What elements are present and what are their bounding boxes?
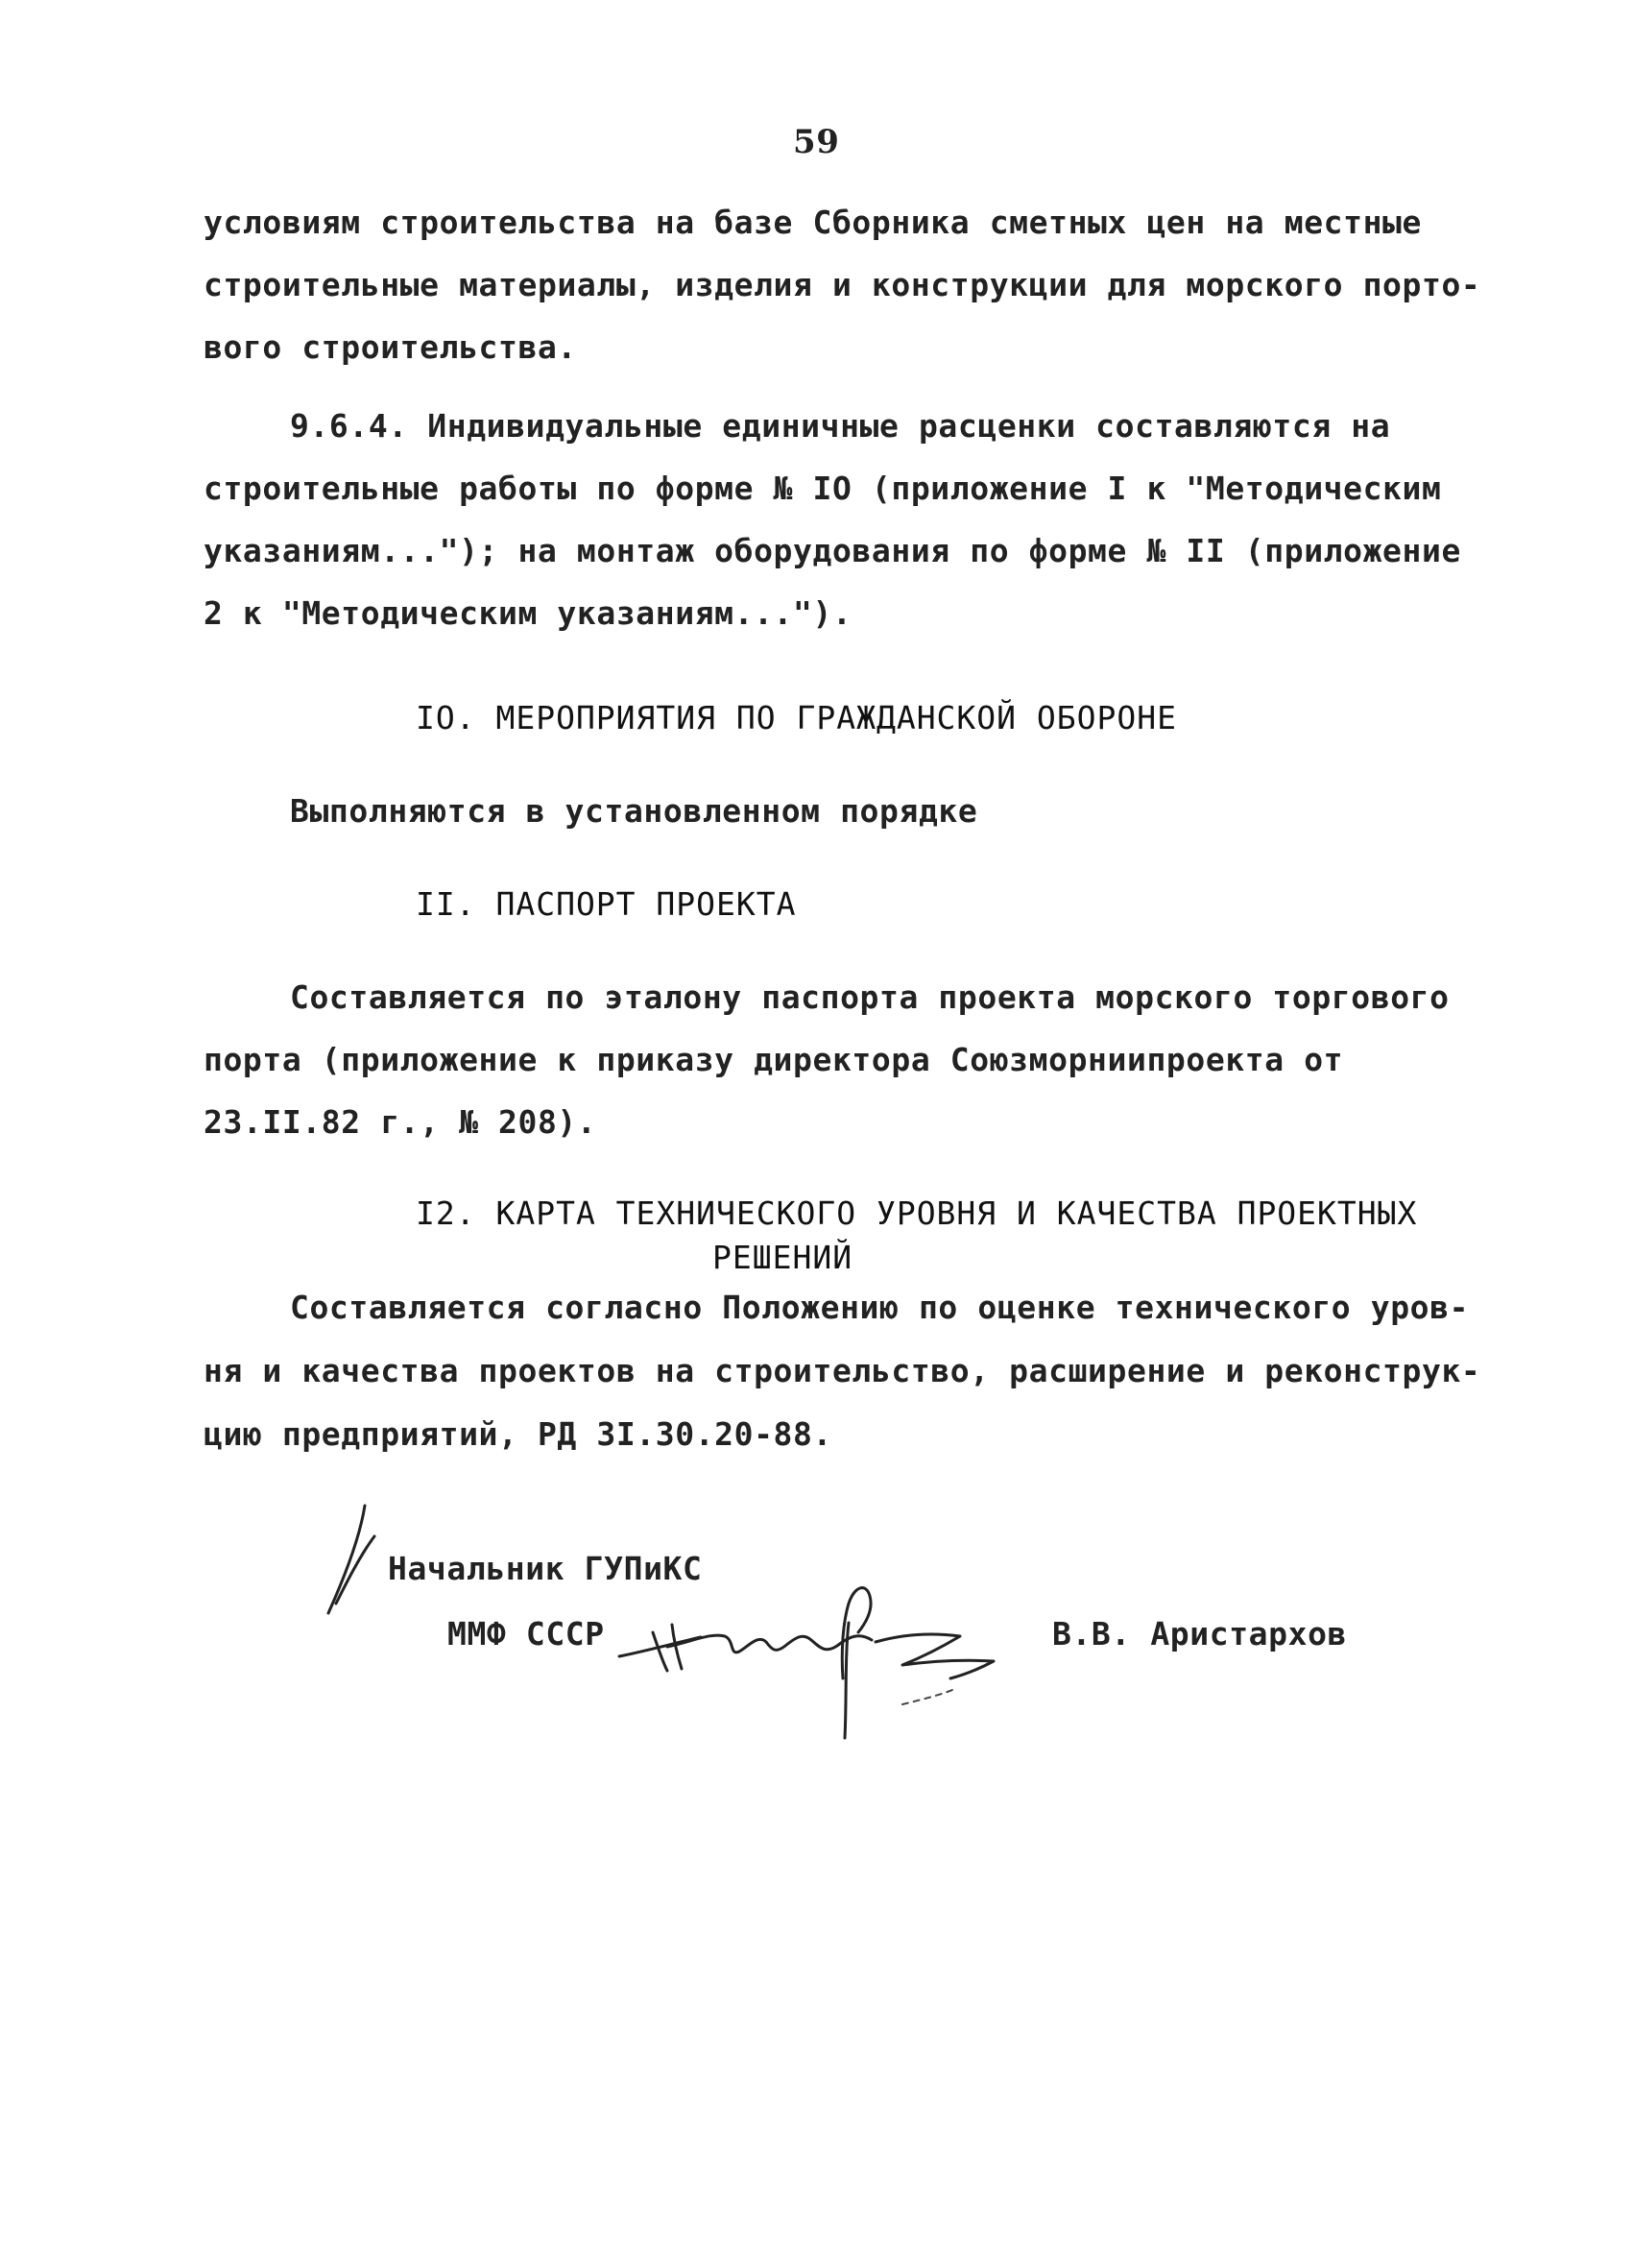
- paragraph-line: Составляется согласно Положению по оценке технического уров-: [290, 1289, 1470, 1326]
- section-text: Выполняются в установленном порядке: [290, 792, 978, 830]
- paragraph-line: цию предприятий, РД 3I.30.20-88.: [204, 1415, 832, 1453]
- handwritten-check-mark: [307, 1498, 394, 1642]
- paragraph-line: 2 к "Методическим указаниям...").: [204, 594, 853, 632]
- paragraph-line: строительные работы по форме № IO (приложение I к "Методическим: [204, 470, 1442, 507]
- section-heading: IO. МЕРОПРИЯТИЯ ПО ГРАЖДАНСКОЙ ОБОРОНЕ: [416, 699, 1177, 736]
- paragraph-line: Составляется по эталону паспорта проекта морского торгового: [290, 978, 1450, 1016]
- paragraph-line: порта (приложение к приказу директора Союзморниипроекта от: [204, 1041, 1344, 1078]
- signatory-organization: ММФ СССР: [447, 1615, 605, 1653]
- paragraph-line: 9.6.4. Индивидуальные единичные расценки составляются на: [290, 407, 1391, 445]
- section-heading: I2. КАРТА ТЕХНИЧЕСКОГО УРОВНЯ И КАЧЕСТВА ПРОЕКТНЫХ: [416, 1194, 1418, 1232]
- paragraph-line: условиям строительства на базе Сборника сметных цен на местные: [204, 204, 1422, 241]
- paragraph-line: вого строительства.: [204, 328, 577, 366]
- paragraph-line: строительные материалы, изделия и конструкции для морского порто-: [204, 266, 1481, 303]
- signatory-name: В.В. Аристархов: [1052, 1615, 1348, 1653]
- paragraph-line: 23.II.82 г., № 208).: [204, 1103, 597, 1141]
- handwritten-signature: [614, 1565, 1037, 1748]
- section-heading: РЕШЕНИЙ: [712, 1239, 853, 1276]
- page-number: 59: [793, 123, 840, 161]
- signatory-title: Начальник ГУПиКС: [388, 1550, 703, 1587]
- section-heading: II. ПАСПОРТ ПРОЕКТА: [416, 885, 797, 923]
- paragraph-line: указаниям..."); на монтаж оборудования по форме № II (приложение: [204, 532, 1461, 569]
- paragraph-line: ня и качества проектов на строительство, расширение и реконструк-: [204, 1352, 1481, 1389]
